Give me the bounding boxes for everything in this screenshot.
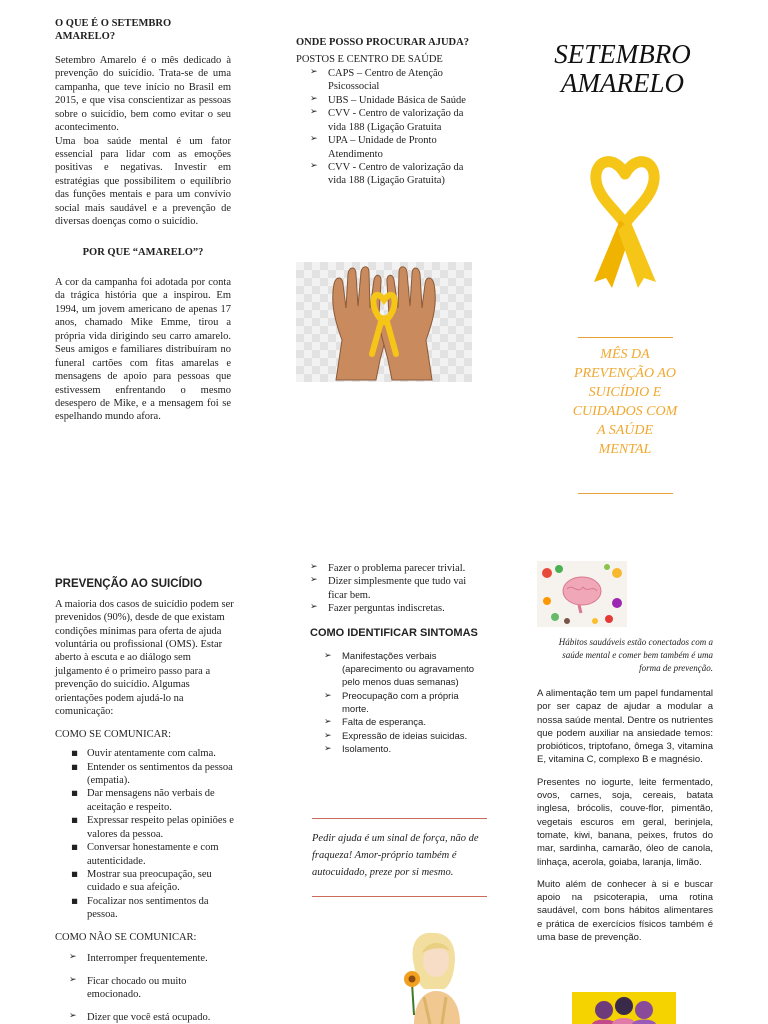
brain-foods-image xyxy=(537,561,627,627)
heading-identify-symptoms: COMO IDENTIFICAR SINTOMAS xyxy=(310,626,478,639)
paragraph-nutrition-2: Presentes no iogurte, leite fermentado, ovos, carnes, soja, cereais, batata inglesa, brócolis, couve-flor, pimentão, vegetais escuros em geral, berinjela, tomate, kiwi, banana, peixes, frutos do mar, sardinha, camarão, óleo de canola, linhaça, acerola, goiaba, laranja, limão. xyxy=(537,776,713,868)
not-communicate-item: ➢ Dizer simplesmente que tudo vai ficar bem. xyxy=(310,575,480,602)
heading-how-not-communicate: COMO NÃO SE COMUNICAR: xyxy=(55,931,197,943)
help-item-upa: ➢ UPA – Unidade de Pronto Atendimento xyxy=(310,134,472,161)
not-communicate-item: ➢ Ficar chocado ou muito emocionado. xyxy=(69,975,237,1002)
communicate-item: ▪ Dar mensagens não verbais de aceitação e respeito. xyxy=(71,787,237,814)
column-prevention xyxy=(55,577,237,1024)
communicate-item: ▪ Conversar honestamente e com autenticidade. xyxy=(71,841,237,868)
communicate-item: ▪ Entender os sentimentos da pessoa (empatia). xyxy=(71,761,237,788)
quote-divider-bottom xyxy=(312,896,487,897)
subheading-health-centers: POSTOS E CENTRO DE SAÚDE xyxy=(296,54,443,66)
column-nutrition xyxy=(537,687,713,944)
woman-flower-illustration xyxy=(400,925,470,1024)
not-communicate-item: ➢ Fazer o problema parecer trivial. xyxy=(310,562,480,575)
paragraph-prevention: A maioria dos casos de suicídio podem ser prevenidos (90%), desde de que existam condições mínimas para oferta de ajuda voluntária ou profissional (OMS). Estar aberto à escuta e ao diálogo sem julgamento é o primeiro passo para a prevenção do suicídio. Algumas orientações podem ajudá-lo na comunicação: xyxy=(55,598,234,718)
paragraph-nutrition-1: A alimentação tem um papel fundamental por ser capaz de ajudar a modular a nossa saúde mental. Dentre os nutrientes que podem auxiliar na ansiedade temos: probióticos, triptofano, ômega 3, vitamina E, vitamina C, complexo B e magnésio. xyxy=(537,688,713,766)
heading-why-yellow: POR QUE “AMARELO”? xyxy=(82,246,204,258)
symptom-item: ➢ Falta de esperança. xyxy=(324,716,480,729)
cover-divider-top xyxy=(578,337,673,338)
quote-text: Pedir ajuda é um sinal de força, não de fraqueza! Amor-próprio também é autocuidado, preze por si mesmo. xyxy=(312,833,479,878)
friends-group-image xyxy=(572,992,676,1024)
communicate-item: ▪ Expressar respeito pelas opiniões e valores da pessoa. xyxy=(71,814,237,841)
heading-where-help: ONDE POSSO PROCURAR AJUDA? xyxy=(296,37,469,48)
column-where-help xyxy=(296,36,472,188)
communicate-list xyxy=(71,747,237,922)
help-item-cvv: ➢ CVV - Centro de valorização da vida 188 (Ligação Gratuita xyxy=(310,107,472,134)
not-communicate-item: ➢ Fazer perguntas indiscretas. xyxy=(310,602,480,615)
symptoms-list xyxy=(324,650,480,756)
communicate-item: ▪ Ouvir atentamente com calma. xyxy=(71,747,237,760)
hands-ribbon-illustration xyxy=(296,262,472,382)
cover-subtitle: MÊS DA PREVENÇÃO AO SUICÍDIO E CUIDADOS COM A SAÚDE MENTAL xyxy=(572,347,678,458)
yellow-ribbon-icon xyxy=(580,150,670,290)
paragraph-nutrition-3: Muito além de conhecer à si e buscar apoio na psicoterapia, uma rotina saudável, com bons hábitos alimentares e prática de exercícios físicos também é uma base de prevenção. xyxy=(537,878,713,944)
cover-divider-bottom xyxy=(578,493,673,494)
cover-title-line-1: SETEMBRO xyxy=(554,39,691,69)
communicate-item: ▪ Mostrar sua preocupação, seu cuidado e sua afeição. xyxy=(71,868,237,895)
paragraph-why-yellow: A cor da campanha foi adotada por conta da trágica história que a inspirou. Em 1994, um jovem americano de apenas 17 anos, chamado Mike Emme, tirou a própria vida dirigindo seu carro amarelo. Seus amigos e familiares distribuíram no funeral cartões com fitas amarelas e mensagens de apoio para pessoas que estivessem enfrentando o mesmo desespero de Mike, e a mensagem foi se espelhando mundo afora. xyxy=(55,277,231,423)
help-item-caps: ➢ CAPS – Centro de Atenção Psicossocial xyxy=(310,67,472,94)
help-list xyxy=(310,67,472,188)
quote-divider-top xyxy=(312,818,487,819)
symptom-item: ➢ Isolamento. xyxy=(324,743,480,756)
column-symptoms xyxy=(310,562,480,756)
symptom-item: ➢ Manifestações verbais (aparecimento ou agravamento pelo menos duas semanas) xyxy=(324,650,480,690)
foods-caption: Hábitos saudáveis estão conectados com a saúde mental e comer bem também é uma forma de prevenção. xyxy=(558,637,713,674)
heading-what-is: O QUE É O SETEMBRO AMARELO? xyxy=(55,18,172,43)
not-communicate-item: ➢ Dizer que você está ocupado. xyxy=(69,1011,237,1024)
heading-how-communicate: COMO SE COMUNICAR: xyxy=(55,728,172,740)
cover-title xyxy=(535,40,710,98)
paragraph-what-is-1: Setembro Amarelo é o mês dedicado à prevenção do suicídio. Trata-se de uma campanha, que teve início no Brasil em 2015, e que visa conscientizar as pessoas sobre o suicídio, bem como evitar o seu acontecimento. xyxy=(55,54,231,134)
not-communicate-list-continued xyxy=(310,562,480,616)
not-communicate-list xyxy=(69,952,237,1024)
cover-title-line-2: AMARELO xyxy=(561,68,684,99)
communicate-item: ▪ Focalizar nos sentimentos da pessoa. xyxy=(71,895,237,922)
column-what-is xyxy=(55,17,231,424)
help-item-ubs: ➢ UBS – Unidade Básica de Saúde xyxy=(310,94,472,107)
heading-prevention: PREVENÇÃO AO SUICÍDIO xyxy=(55,578,203,590)
symptom-item: ➢ Expressão de ideias suicidas. xyxy=(324,730,480,743)
help-item-cvv-2: ➢ CVV - Centro de valorização da vida 188 (Ligação Gratuita) xyxy=(310,161,472,188)
symptom-item: ➢ Preocupação com a própria morte. xyxy=(324,690,480,717)
hands-ribbon-image xyxy=(296,262,472,382)
paragraph-what-is-2: Uma boa saúde mental é um fator essencial para lidar com as emoções positivas e negativas. Investir em estratégias que possibilitem o equilíbrio das funções mentais e para um convívio social mais saudável e a prevenção de diversas doenças como o suicídio. xyxy=(55,135,231,228)
not-communicate-item: ➢ Interromper frequentemente. xyxy=(69,952,237,965)
